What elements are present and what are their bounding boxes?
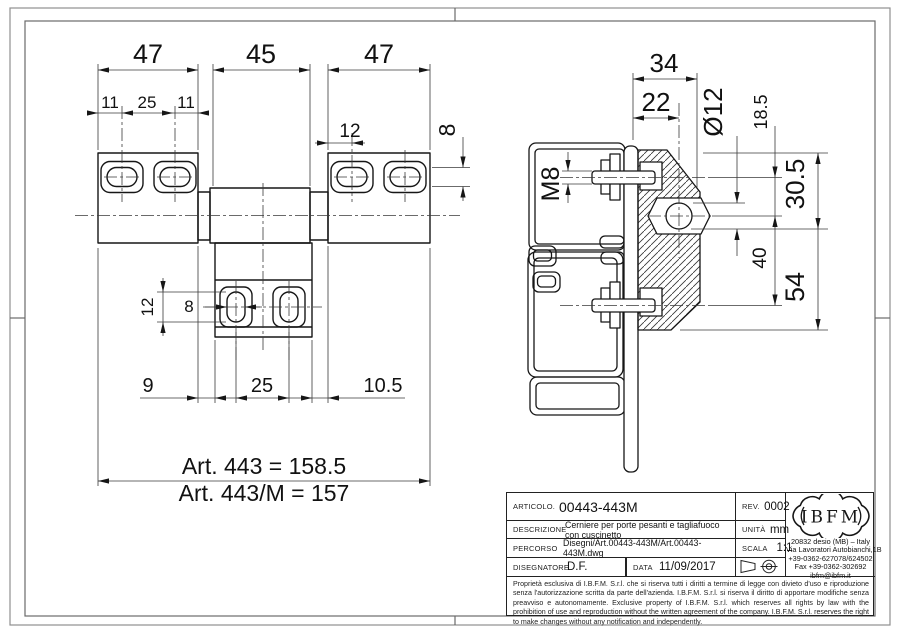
rev-cell xyxy=(736,493,790,521)
address-line: +39-0362-627078/624502 xyxy=(788,553,873,563)
front-view-centerlines xyxy=(75,106,460,360)
ibfm-logo-icon xyxy=(788,494,874,538)
dim-pin-diameter: Ø12 xyxy=(698,87,728,137)
scala-label: SCALA xyxy=(742,543,768,553)
articolo-label: ARTICOLO. xyxy=(513,502,556,511)
unita-cell xyxy=(736,521,790,539)
dim-45: 45 xyxy=(245,39,277,69)
front-view-arrows xyxy=(87,67,466,483)
side-view-bracket xyxy=(592,150,710,330)
disclaimer-cell xyxy=(507,577,875,626)
dim-25-bottom: 25 xyxy=(250,375,274,397)
data-cell xyxy=(626,558,736,577)
total-length-art-443: Art. 443 = 158.5 xyxy=(181,453,347,479)
front-view-dimension-texts xyxy=(101,39,460,506)
percorso-value: Disegni/Art.00443-443M/Art.00443-443M.dwg xyxy=(562,538,702,558)
dim-40: 40 xyxy=(750,247,771,269)
dim-54: 54 xyxy=(780,271,810,303)
percorso-label: PERCORSO xyxy=(513,543,558,553)
company-cell xyxy=(786,493,882,580)
dim-30-5: 30.5 xyxy=(780,158,810,210)
dim-18-5: 18.5 xyxy=(751,94,771,130)
address-line: Fax +39-0362-302692 xyxy=(794,562,867,572)
company-address xyxy=(786,537,882,580)
dim-12-plate: 12 xyxy=(339,121,361,142)
scala-value: 1:1 xyxy=(776,542,793,554)
address-line: 20832 desio (MB) – Italy xyxy=(790,537,871,546)
projection-symbol-cell xyxy=(736,558,786,577)
percorso-cell xyxy=(507,539,736,558)
dim-8-slot-height: 8 xyxy=(434,123,460,137)
scala-cell xyxy=(736,539,793,558)
descrizione-cell xyxy=(507,521,736,539)
title-block xyxy=(506,492,882,626)
address-line: ibfm@ibfm.it xyxy=(810,570,851,580)
dim-22: 22 xyxy=(641,87,671,117)
dim-25-top: 25 xyxy=(137,93,157,112)
disegnatore-value: D.F. xyxy=(567,561,588,573)
descrizione-value: Cerniere per porte pesanti e tagliafuoco con cuscinetto xyxy=(565,519,720,540)
total-length-art-443m: Art. 443/M = 157 xyxy=(178,480,350,506)
dim-11-left: 11 xyxy=(101,93,119,112)
dim-m8: M8 xyxy=(537,166,565,202)
dim-10-5: 10.5 xyxy=(363,375,403,397)
ibfm-logo-text: IBFM xyxy=(800,507,861,528)
rev-label: REV. xyxy=(742,502,760,511)
disegnatore-label: DISEGNATORE xyxy=(513,562,570,572)
data-label: DATA xyxy=(633,562,653,572)
disegnatore-cell xyxy=(507,558,626,577)
unita-label: UNITÀ xyxy=(742,525,766,534)
dim-47-left: 47 xyxy=(132,39,164,69)
front-view-dimension-lines xyxy=(88,64,470,486)
address-line: Via Lavoratori Autobianchi,1B xyxy=(786,545,882,555)
articolo-value: 00443-443M xyxy=(559,498,638,515)
dim-12-center: 12 xyxy=(138,297,157,317)
data-value: 11/09/2017 xyxy=(659,561,716,573)
dim-8-center: 8 xyxy=(184,297,194,316)
dim-34: 34 xyxy=(649,48,679,78)
unita-value: mm xyxy=(769,523,790,536)
dim-9: 9 xyxy=(142,375,154,397)
dim-11-right: 11 xyxy=(177,93,195,112)
rev-value: 0002 xyxy=(764,500,790,513)
articolo-cell xyxy=(507,493,736,521)
descrizione-label: DESCRIZIONE xyxy=(513,525,567,534)
disclaimer-text: Proprietà esclusiva di I.B.F.M. S.r.l. che si riserva tutti i diritti a termine di legge con divieto d'uso e riproduzione senza l'autorizzazione scritta da parte dell'azienda. I.B.F.M. S.r.l. si riserva il diritto di apportare modifiche senza preavviso e autonomamente. Exclusive property of I.B.F.M. S.r.l. which reserves all rights by law with the prohibition of use and reproduction without the written agreement of the company. I.B.F.M. S.r.l. reserves the right to make changes without any notification and independently. xyxy=(513,580,869,626)
first-angle-projection-icon xyxy=(736,558,784,575)
dim-47-right: 47 xyxy=(363,39,395,69)
